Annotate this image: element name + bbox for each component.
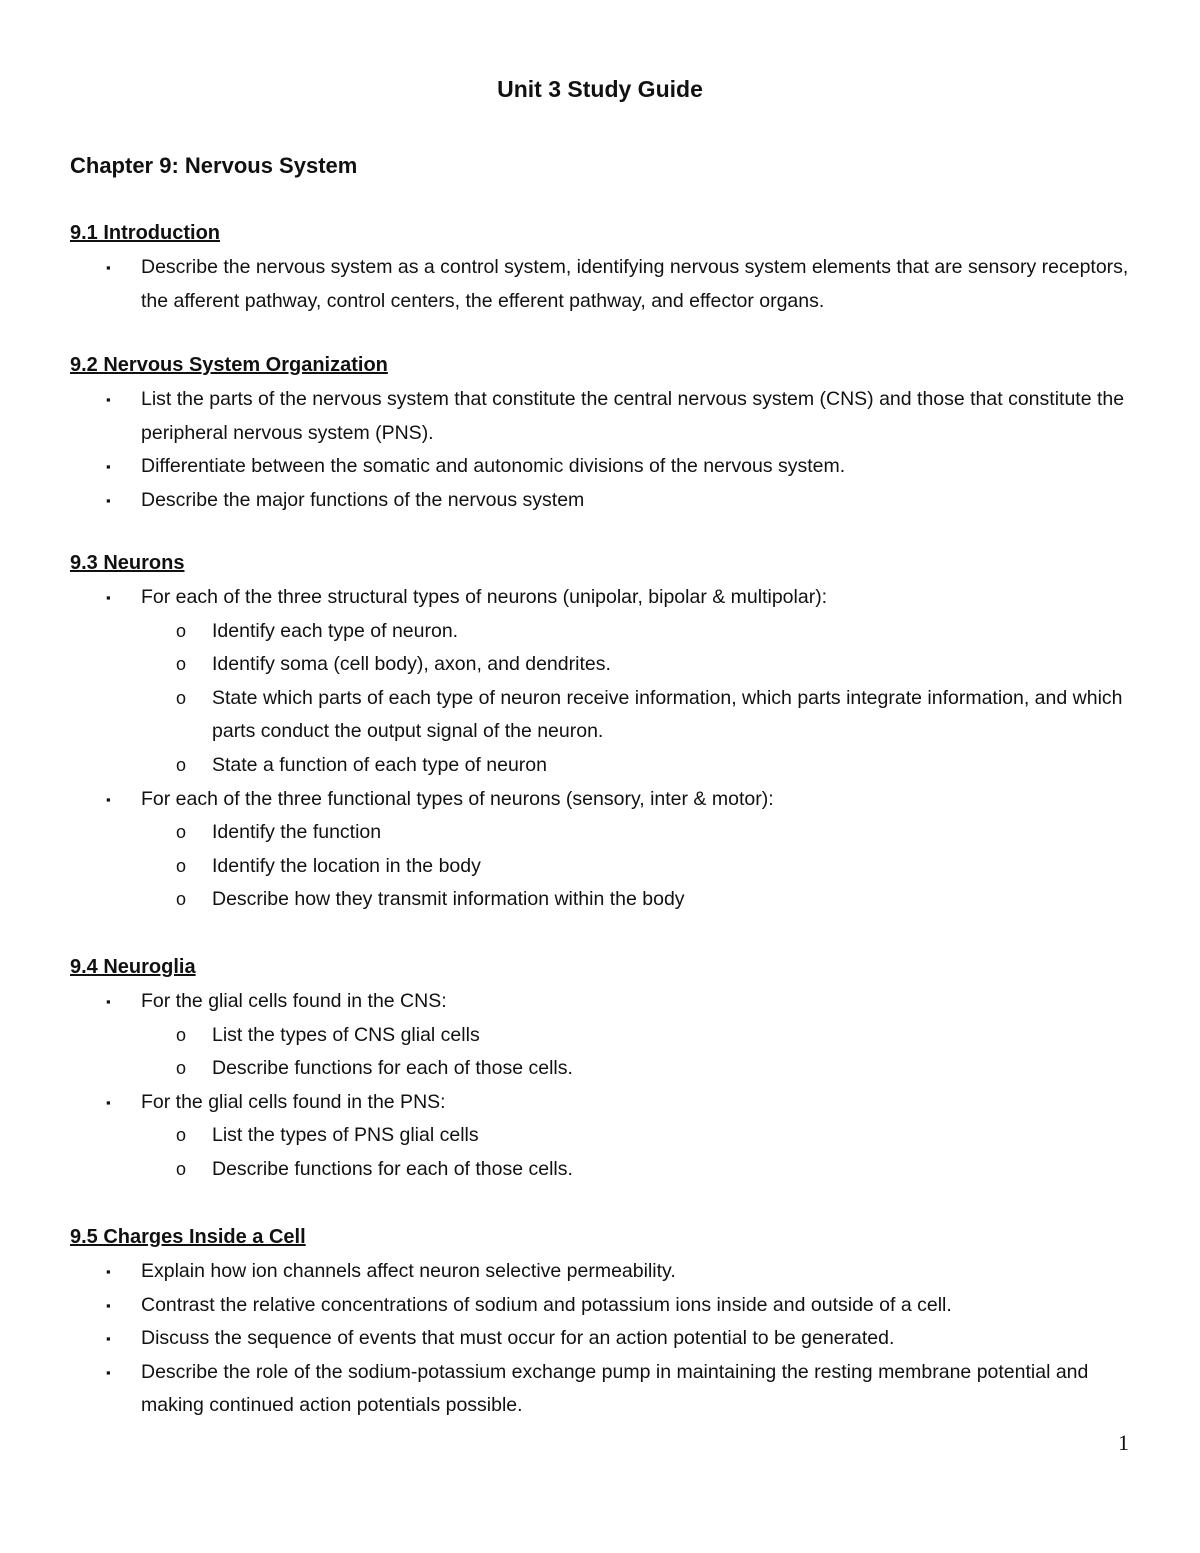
page-number: 1 [1118,1430,1129,1455]
list-item-text: List the types of CNS glial cells [212,1023,480,1046]
list-item-text: Describe the role of the sodium-potassium exchange pump in maintaining the resting membrane potential and making continued action potentials possible. [141,1360,1089,1417]
circle-bullet-icon: o [176,1058,187,1079]
list-item-text: For each of the three structural types of neurons (unipolar, bipolar & multipolar): [141,586,828,608]
section-9-3 [70,548,1150,917]
sub-list-item [70,749,1150,783]
list-item [70,985,1150,1019]
list-item-text: For the glial cells found in the PNS: [141,1090,446,1113]
square-bullet-icon: ▪ [106,459,111,475]
sub-list-item [70,682,1150,749]
list-item [70,1255,1150,1289]
section-heading: 9.2 Nervous System Organization [70,354,388,376]
list-item-text: Identify the function [212,821,382,844]
list-item [70,1289,1150,1323]
list-item [70,484,1150,518]
list-item-text: For the glial cells found in the CNS: [141,990,447,1012]
square-bullet-icon: ▪ [106,1331,111,1347]
section-heading: 9.1 Introduction [70,222,220,244]
list-item-text: Explain how ion channels affect neuron selective permeability. [141,1260,676,1282]
list-item-text: State which parts of each type of neuron receive information, which parts integrate information, and which parts conduct the output signal of the neuron. [212,686,1123,743]
square-bullet-icon: ▪ [106,492,111,508]
sub-list-item [70,1153,1150,1187]
sub-list-item [70,816,1150,850]
circle-bullet-icon: o [176,654,187,675]
sub-list-item [70,850,1150,884]
list-item [70,450,1150,484]
list-item-text: Discuss the sequence of events that must occur for an action potential to be generated. [141,1327,895,1350]
circle-bullet-icon: o [176,1024,187,1045]
sub-list-item [70,615,1150,649]
section-9-2 [70,350,1150,517]
section-9-1 [70,218,1150,318]
list-item-text: State a function of each type of neuron [212,753,547,776]
list-item-text: Identify soma (cell body), axon, and dendrites. [212,653,611,676]
list-item [70,783,1150,817]
square-bullet-icon: ▪ [106,1094,111,1110]
sub-list-item [70,1052,1150,1086]
section-heading: 9.4 Neuroglia [70,956,196,978]
square-bullet-icon: ▪ [106,1364,111,1380]
square-bullet-icon: ▪ [106,260,111,275]
list-item [70,1086,1150,1120]
sub-list-item [70,883,1150,917]
sub-list-item [70,648,1150,682]
section-heading: 9.5 Charges Inside a Cell [70,1226,306,1248]
chapter-title: Chapter 9: Nervous System [70,153,358,178]
square-bullet-icon: ▪ [106,994,111,1009]
list-item-text: List the parts of the nervous system that constitute the central nervous system (CNS) and those that constitute the peripheral nervous system (PNS). [141,388,1125,444]
list-item-text: Describe the major functions of the nervous system [141,488,585,511]
list-item-text: Describe the nervous system as a control system, identifying nervous system elements that are sensory receptors, the afferent pathway, control centers, the efferent pathway, and effector organs. [141,256,1129,312]
circle-bullet-icon: o [176,822,187,843]
square-bullet-icon: ▪ [106,791,111,807]
sub-list-item [70,1019,1150,1053]
square-bullet-icon: ▪ [106,392,111,407]
list-item-text: Describe how they transmit information within the body [212,888,685,911]
list-item [70,1322,1150,1356]
sub-list-item [70,1119,1150,1153]
square-bullet-icon: ▪ [106,590,111,605]
circle-bullet-icon: o [176,855,187,876]
list-item-text: List the types of PNS glial cells [212,1124,479,1147]
list-item [70,581,1150,615]
circle-bullet-icon: o [176,754,187,775]
document-title: Unit 3 Study Guide [497,76,703,102]
circle-bullet-icon: o [176,687,187,708]
circle-bullet-icon: o [176,889,187,910]
list-item-text: For each of the three functional types of neurons (sensory, inter & motor): [141,787,774,810]
list-item-text: Describe functions for each of those cells. [212,1157,573,1180]
section-heading: 9.3 Neurons [70,552,185,574]
circle-bullet-icon: o [176,1158,187,1179]
list-item-text: Identify the location in the body [212,854,481,877]
square-bullet-icon: ▪ [106,1264,111,1279]
list-item [70,383,1150,450]
section-9-4 [70,952,1150,1187]
square-bullet-icon: ▪ [106,1297,111,1313]
list-item [70,251,1150,318]
list-item-text: Describe functions for each of those cells. [212,1057,573,1080]
list-item-text: Differentiate between the somatic and autonomic divisions of the nervous system. [141,455,846,478]
circle-bullet-icon: o [176,620,187,641]
section-9-5 [70,1222,1150,1423]
list-item [70,1356,1150,1423]
list-item-text: Identify each type of neuron. [212,619,459,642]
list-item-text: Contrast the relative concentrations of sodium and potassium ions inside and outside of a cell. [141,1293,952,1316]
circle-bullet-icon: o [176,1125,187,1146]
